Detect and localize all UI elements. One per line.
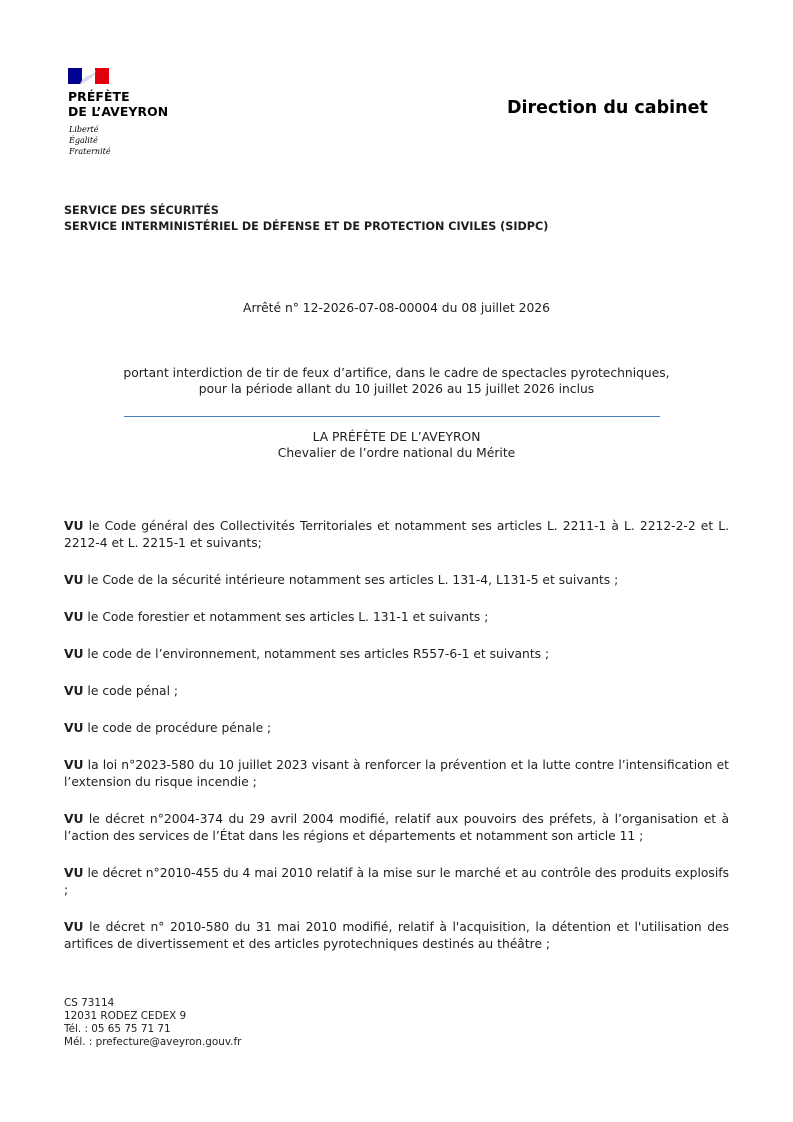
vu-item: [64, 919, 729, 953]
footer-city: 12031 RODEZ CEDEX 9: [64, 1010, 187, 1022]
prefecture-line-1: PRÉFÈTE: [68, 89, 130, 104]
vu-item: [64, 720, 729, 737]
footer-email: Mél. : prefecture@aveyron.gouv.fr: [64, 1036, 242, 1048]
motto-fraternite: Fraternité: [69, 147, 111, 156]
prefecture-line-2: DE L’AVEYRON: [68, 104, 169, 119]
vu-list: [64, 518, 729, 973]
vu-item: [64, 865, 729, 899]
republic-motto: [69, 124, 149, 157]
motto-liberte: Liberté: [69, 125, 99, 134]
vu-label: VU: [64, 920, 84, 934]
vu-text: le Code de la sécurité intérieure notamment ses articles L. 131-4, L131-5 et suivants ;: [83, 573, 619, 587]
vu-item: [64, 609, 729, 626]
marianne-flag-icon: [68, 68, 109, 84]
vu-label: VU: [64, 610, 84, 624]
vu-text: le décret n° 2010-580 du 31 mai 2010 modifié, relatif à l'acquisition, la détention et l'utilisation des artifices de divertissement et des articles pyrotechniques destinés au théâtre ;: [64, 920, 729, 951]
vu-item: [64, 757, 729, 791]
vu-text: le code pénal ;: [83, 684, 179, 698]
footer-po-box: CS 73114: [64, 997, 115, 1009]
vu-text: le code de procédure pénale ;: [83, 721, 272, 735]
prefecture-name: [68, 89, 228, 119]
service-line: SERVICE INTERMINISTÉRIEL DE DÉFENSE ET DE PROTECTION CIVILES (SIDPC): [64, 220, 549, 233]
address-footer: [64, 997, 364, 1049]
vu-text: le Code général des Collectivités Territoriales et notamment ses articles L. 2211-1 à L. 2212-2-2 et L. 2212-4 et L. 2215-1 et suivants;: [64, 519, 729, 550]
vu-item: [64, 646, 729, 663]
service-line: SERVICE DES SÉCURITÉS: [64, 204, 219, 217]
footer-phone: Tél. : 05 65 75 71 71: [64, 1023, 171, 1035]
vu-label: VU: [64, 866, 84, 880]
vu-label: VU: [64, 519, 84, 533]
vu-label: VU: [64, 812, 84, 826]
vu-text: le Code forestier et notamment ses articles L. 131-1 et suivants ;: [83, 610, 489, 624]
separator-line: [124, 416, 660, 417]
vu-item: [64, 683, 729, 700]
vu-label: VU: [64, 647, 84, 661]
prefete-signatory: [64, 429, 729, 461]
vu-label: VU: [64, 758, 84, 772]
vu-text: le décret n°2004-374 du 29 avril 2004 modifié, relatif aux pouvoirs des préfets, à l’organisation et à l’action des services de l’État dans les régions et départements et notamment son article 11 ;: [64, 812, 729, 843]
vu-label: VU: [64, 721, 84, 735]
direction-title: Direction du cabinet: [507, 98, 708, 118]
arrete-number: Arrêté n° 12-2026-07-08-00004 du 08 juillet 2026: [243, 301, 550, 315]
vu-text: le code de l’environnement, notamment ses articles R557-6-1 et suivants ;: [83, 647, 550, 661]
services-block: [64, 203, 724, 235]
subject-line: portant interdiction de tir de feux d’artifice, dans le cadre de spectacles pyrotechniques,: [123, 366, 670, 380]
vu-item: [64, 811, 729, 845]
vu-text: le décret n°2010-455 du 4 mai 2010 relatif à la mise sur le marché et au contrôle des produits explosifs ;: [64, 866, 729, 897]
subject-line: pour la période allant du 10 juillet 2026 au 15 juillet 2026 inclus: [198, 382, 595, 396]
vu-text: la loi n°2023-580 du 10 juillet 2023 visant à renforcer la prévention et la lutte contre l’intensification et l’extension du risque incendie ;: [64, 758, 729, 789]
arrete-subject: [64, 365, 729, 397]
prefete-title: LA PRÉFÈTE DE L’AVEYRON: [312, 430, 481, 444]
vu-label: VU: [64, 573, 84, 587]
motto-egalite: Égalité: [69, 136, 98, 145]
prefete-distinction: Chevalier de l’ordre national du Mérite: [277, 446, 516, 460]
vu-label: VU: [64, 684, 84, 698]
vu-item: [64, 572, 729, 589]
vu-item: [64, 518, 729, 552]
